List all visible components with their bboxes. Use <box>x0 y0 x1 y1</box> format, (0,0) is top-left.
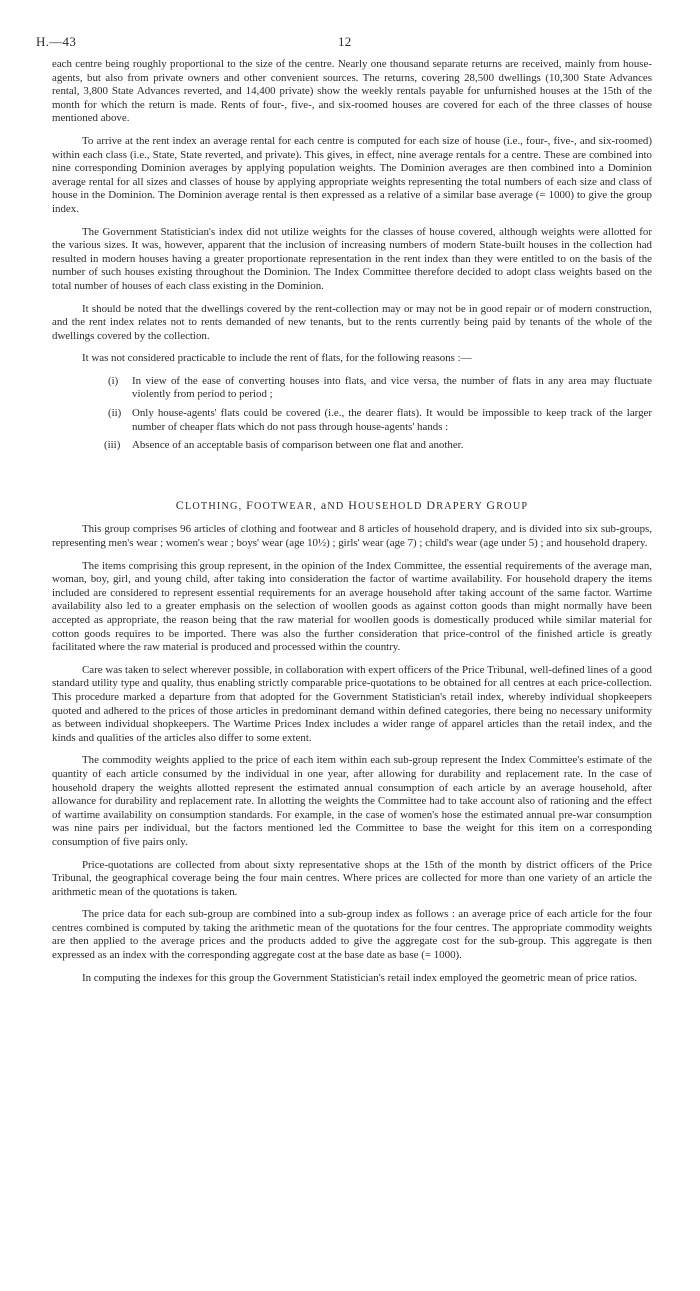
clothing-paragraph-4: The commodity weights applied to the price of each item within each sub-group represent the Index Committee's estimate of the quantity of each article consumed by the individual in one year, after allowing for durability and replacement rate. In the case of household drapery the weights allotted represent the estimated annual consumption of each article by an average household, after allowance for durability and replacement rate. In allotting the weights the Committee had to take account also of rationing and the effect of wartime availability on consumption standards. For example, in the case of women's hose the estimated annual pre-war consumption was nine pairs per individual, but the factors mentioned led the Committee to base the weight for this item on a corresponding consumption of five pairs only. <box>52 754 652 848</box>
rent-paragraph-4: It should be noted that the dwellings covered by the rent-collection may or may not be in good repair or of modern construction, and the rent index relates not to rents demanded of new tenants, but to the rents currently being paid by tenants of the whole of the dwellings covered by the collection. <box>52 302 652 342</box>
rent-paragraph-3: The Government Statistician's index did not utilize weights for the classes of house covered, although weights were allotted for the various sizes. It was, however, apparent that the inclusion of increasing numbers of modern State-built houses in the collection had resulted in modern houses having a greater proportionate representation in the rent index than they were entitled to on the basis of the number of such houses existing throughout the Dominion. The Index Committee therefore decided to adopt class weights based on the total number of houses of each class existing in the Dominion. <box>52 225 652 292</box>
list-item-number: (ii) <box>108 407 122 420</box>
rent-paragraph-1: each centre being roughly proportional to the size of the centre. Nearly one thousand separate returns are received, mainly from house-agents, but also from private owners and other convenient sources. The returns, covering 28,500 dwellings (10,300 State Advances rental, 3,800 State Advances reverted, and 14,400 private) show the weekly rentals payable for unfurnished houses at the 15th of the month for which the return is made. Rents of four-, five-, and six-roomed houses are covered for each of the three classes of house mentioned above. <box>52 58 652 125</box>
list-item-text: In view of the ease of converting houses into flats, and vice versa, the number of flats in any area may fluctuate violently from period to period ; <box>132 374 652 401</box>
list-item <box>52 375 652 402</box>
page-number: 12 <box>338 34 352 49</box>
clothing-paragraph-6: The price data for each sub-group are combined into a sub-group index as follows : an average price of each article for the four centres combined is computed by taking the arithmetic mean of the quotations for the four centres. The appropriate commodity weights are then applied to the average prices and the products added to give the aggregate cost for the sub-group. This aggregate is then expressed as an index with the corresponding aggregate cost at the base date as base (= 1000). <box>52 908 652 962</box>
clothing-paragraph-5: Price-quotations are collected from about sixty representative shops at the 15th of the month by district officers of the Price Tribunal, the geographical coverage being the four main centres. Where prices are collected for more than one variety of an article the arithmetic mean of the quotations is taken. <box>52 858 652 898</box>
list-item-number: (iii) <box>104 439 121 452</box>
document-reference: H.—43 <box>36 34 77 49</box>
rent-paragraph-5: It was not considered practicable to include the rent of flats, for the following reasons :— <box>82 352 472 365</box>
section-heading <box>52 499 652 514</box>
list-item <box>52 439 652 453</box>
clothing-paragraph-1: This group comprises 96 articles of clothing and footwear and 8 articles of household drapery, and is divided into six sub-groups, representing men's wear ; women's wear ; boys' wear (age 10½) ; girls' wear (age 7) ; child's wear (age under 5) ; and household drapery. <box>52 523 652 550</box>
list-item-number: (i) <box>108 374 119 387</box>
list-item-text: Absence of an acceptable basis of comparison between one flat and another. <box>132 439 464 452</box>
clothing-paragraph-3: Care was taken to select wherever possible, in collaboration with expert officers of the Price Tribunal, well-defined lines of a good standard utility type and quality, thus enabling strictly comparable price-quotations to be obtained for all centres at each price-collection. This procedure marked a departure from that adopted for the Government Statistician's retail index, whereby individual shopkeepers quoted and adhered to the prices of those articles in predominant demand within defined categories, there being no necessary uniformity as between individual shopkeepers. The Wartime Prices Index includes a wider range of apparel articles than the retail index, and the kinds and qualities of the articles also differ to some extent. <box>52 663 652 744</box>
section-heading-text: CLOTHING, FOOTWEAR, aND HOUSEHOLD DRAPERY GROUP <box>175 497 529 512</box>
clothing-paragraph-7: In computing the indexes for this group the Government Statistician's retail index employed the geometric mean of price ratios. <box>82 971 638 984</box>
flat-exclusion-reasons <box>52 375 652 453</box>
body-text <box>52 58 652 994</box>
list-item <box>52 407 652 434</box>
clothing-paragraph-2: The items comprising this group represent, in the opinion of the Index Committee, the essential requirements of the average man, woman, boy, girl, and young child, after taking into consideration the factor of wartime availability. For household drapery the items included are considered to represent essential requirements for an average household after taking account of the same factor. Wartime availability also led to a greater emphasis on the selection of woollen goods as against cotton goods than might normally have been accepted as appropriate, the reason being that the raw material for woollen goods is domestically produced while similar material for cotton goods requires to be imported. There was also the further consideration that price-control of the finished article is greatly facilitated where the raw material is produced and processed within the country. <box>52 559 652 654</box>
list-item-text: Only house-agents' flats could be covered (i.e., the dearer flats). It would be impossible to keep track of the larger number of cheaper flats which do not pass through house-agents' hands : <box>132 407 652 433</box>
rent-paragraph-2: To arrive at the rent index an average rental for each centre is computed for each size of house (i.e., four-, five-, and six-roomed) within each class (i.e., State, State reverted, and private). This gives, in effect, nine average rentals for a centre. These are combined into nine corresponding Dominion averages by applying population weights. The Dominion averages are then combined into a Dominion average rental for all sizes and classes of house by applying appropriate weights representing the total numbers of each size and class of house in the Dominion. The Dominion average rental is then expressed as a relative of a similar base average (= 1000) to give the group index. <box>52 134 652 215</box>
